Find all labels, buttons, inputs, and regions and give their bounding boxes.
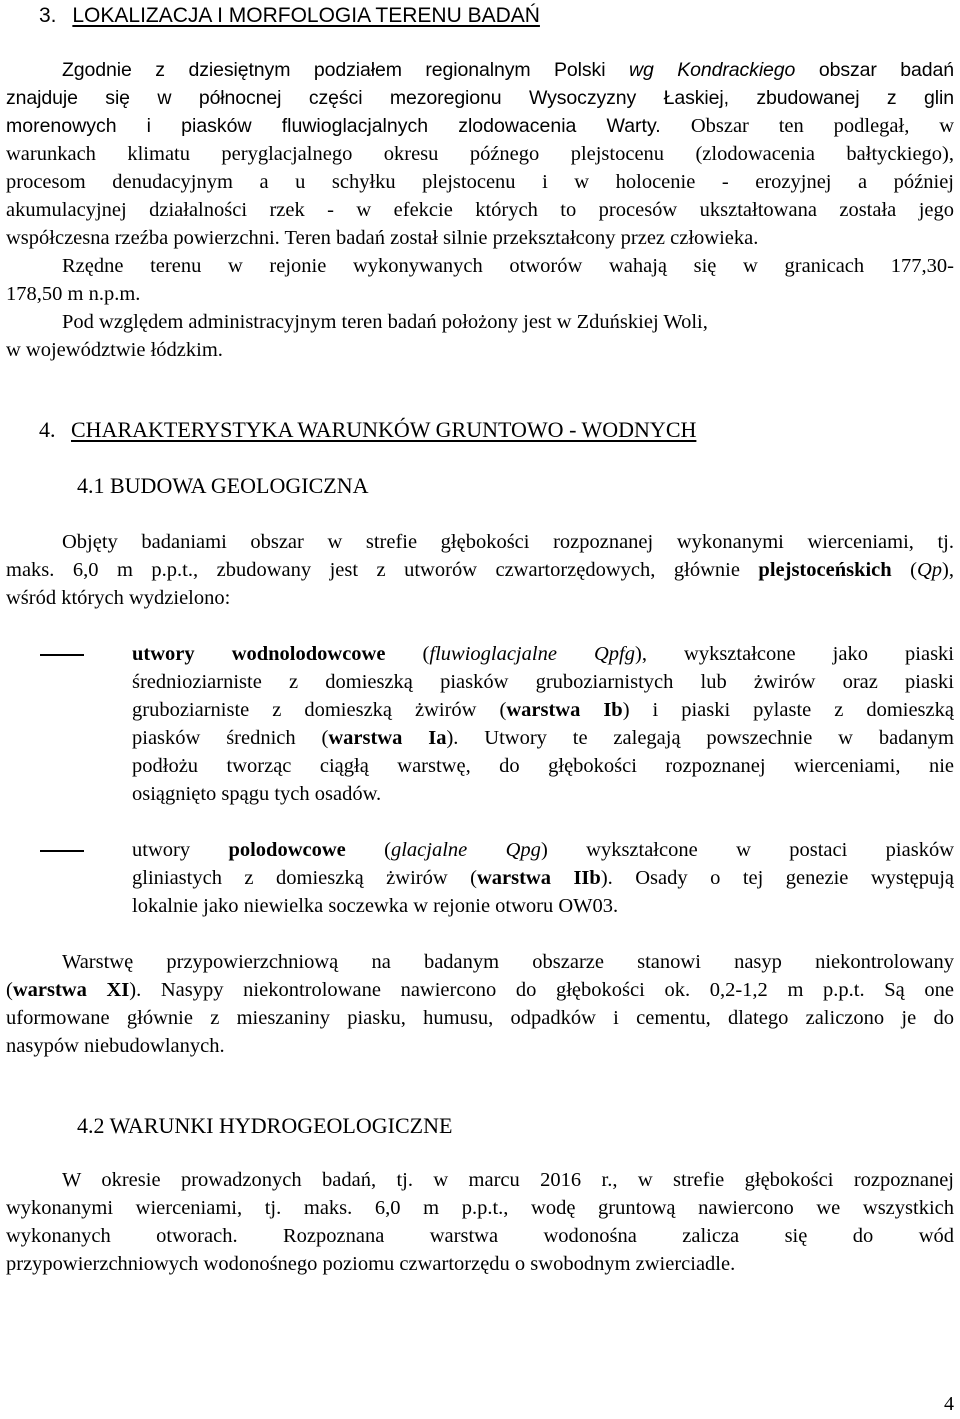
list-item-line: podłożu tworząc ciągłą warstwę, do głębokości rozpoznanej wierceniami, nie	[132, 755, 954, 777]
list-item-line: średnioziarniste z domieszką piasków gruboziarnistych lub żwirów oraz piaski	[132, 671, 954, 693]
paragraph-line: przypowierzchniowych wodonośnego poziomu czwartorzędu o swobodnym zwierciadle.	[6, 1253, 736, 1275]
paragraph-line: w województwie łódzkim.	[6, 339, 223, 361]
paragraph-line: wykonanymi wierceniami, tj. maks. 6,0 m p.p.t., wodę gruntową nawiercono we wszystkich	[6, 1197, 954, 1219]
dash-bullet-icon	[40, 850, 84, 852]
list-item-line: utwory wodnolodowcowe (fluwioglacjalne Qpfg), wykształcone jako piaski	[132, 643, 954, 665]
section-3-number: 3.	[39, 4, 57, 27]
list-item-line: piasków średnich (warstwa Ia). Utwory te zalegają powszechnie w badanym	[132, 727, 954, 749]
paragraph-line: maks. 6,0 m p.p.t., zbudowany jest z utworów czwartorzędowych, głównie plejstoceńskich (Qp),	[6, 559, 954, 581]
paragraph-line: uformowane głównie z mieszaniny piasku, humusu, odpadków i cementu, dlatego zaliczono je do	[6, 1007, 954, 1029]
paragraph-line: akumulacyjnej działalności rzek - w efekcie których to procesów ukształtowana została jego	[6, 199, 954, 221]
paragraph-line: wśród których wydzielono:	[6, 587, 231, 609]
page-number: 4	[944, 1393, 954, 1415]
dash-bullet-icon	[40, 654, 84, 656]
list-item-line: osiągnięto spągu tych osadów.	[132, 783, 382, 805]
paragraph-line: procesom denudacyjnym a u schyłku plejstocenu i w holocenie - erozyjnej a później	[6, 171, 954, 193]
paragraph-line: nasypów niebudowlanych.	[6, 1035, 225, 1057]
paragraph-line: Objęty badaniami obszar w strefie głębokości rozpoznanej wykonanymi wierceniami, tj.	[62, 531, 954, 553]
paragraph-line: warunkach klimatu peryglacjalnego okresu późnego plejstocenu (zlodowacenia bałtyckiego),	[6, 143, 954, 165]
section-4-2-heading: 4.2 WARUNKI HYDROGEOLOGICZNE	[77, 1113, 453, 1138]
paragraph-line: Pod względem administracyjnym teren badań położony jest w Zduńskiej Woli,	[62, 311, 708, 333]
paragraph-line: współczesna rzeźba powierzchni. Teren badań został silnie przekształcony przez człowieka.	[6, 227, 759, 249]
paragraph-line: 178,50 m n.p.m.	[6, 283, 141, 305]
paragraph-line: morenowych i piasków fluwioglacjalnych zlodowacenia Warty. Obszar ten podlegał, w	[6, 115, 954, 137]
section-4-heading	[39, 416, 960, 444]
paragraph-line: (warstwa XI). Nasypy niekontrolowane nawiercono do głębokości ok. 0,2-1,2 m p.p.t. Są one	[6, 979, 954, 1001]
paragraph-line: Warstwę przypowierzchniową na badanym obszarze stanowi nasyp niekontrolowany	[62, 951, 954, 973]
section-4-title: CHARAKTERYSTYKA WARUNKÓW GRUNTOWO - WODNYCH	[71, 417, 697, 442]
section-4-number: 4.	[39, 417, 56, 442]
paragraph-line: W okresie prowadzonych badań, tj. w marcu 2016 r., w strefie głębokości rozpoznanej	[62, 1169, 954, 1191]
list-item-line: utwory polodowcowe (glacjalne Qpg) wykształcone w postaci piasków	[132, 839, 954, 861]
section-3-heading	[39, 2, 960, 30]
paragraph-line: wykonanych otworach. Rozpoznana warstwa wodonośna zalicza się do wód	[6, 1225, 954, 1247]
paragraph-line: Zgodnie z dziesiętnym podziałem regionalnym Polski wg Kondrackiego obszar badań	[62, 59, 954, 81]
paragraph-line: Rzędne terenu w rejonie wykonywanych otworów wahają się w granicach 177,30-	[62, 255, 954, 277]
list-item-line: gliniastych z domieszką żwirów (warstwa IIb). Osady o tej genezie występują	[132, 867, 954, 889]
list-item-line: lokalnie jako niewielka soczewka w rejonie otworu OW03.	[132, 895, 619, 917]
section-3-title: LOKALIZACJA I MORFOLOGIA TERENU BADAŃ	[72, 4, 540, 27]
list-item-line: gruboziarniste z domieszką żwirów (warstwa Ib) i piaski pylaste z domieszką	[132, 699, 954, 721]
section-4-1-heading: 4.1 BUDOWA GEOLOGICZNA	[77, 473, 369, 498]
paragraph-line: znajduje się w północnej części mezoregionu Wysoczyzny Łaskiej, zbudowanej z glin	[6, 87, 954, 109]
